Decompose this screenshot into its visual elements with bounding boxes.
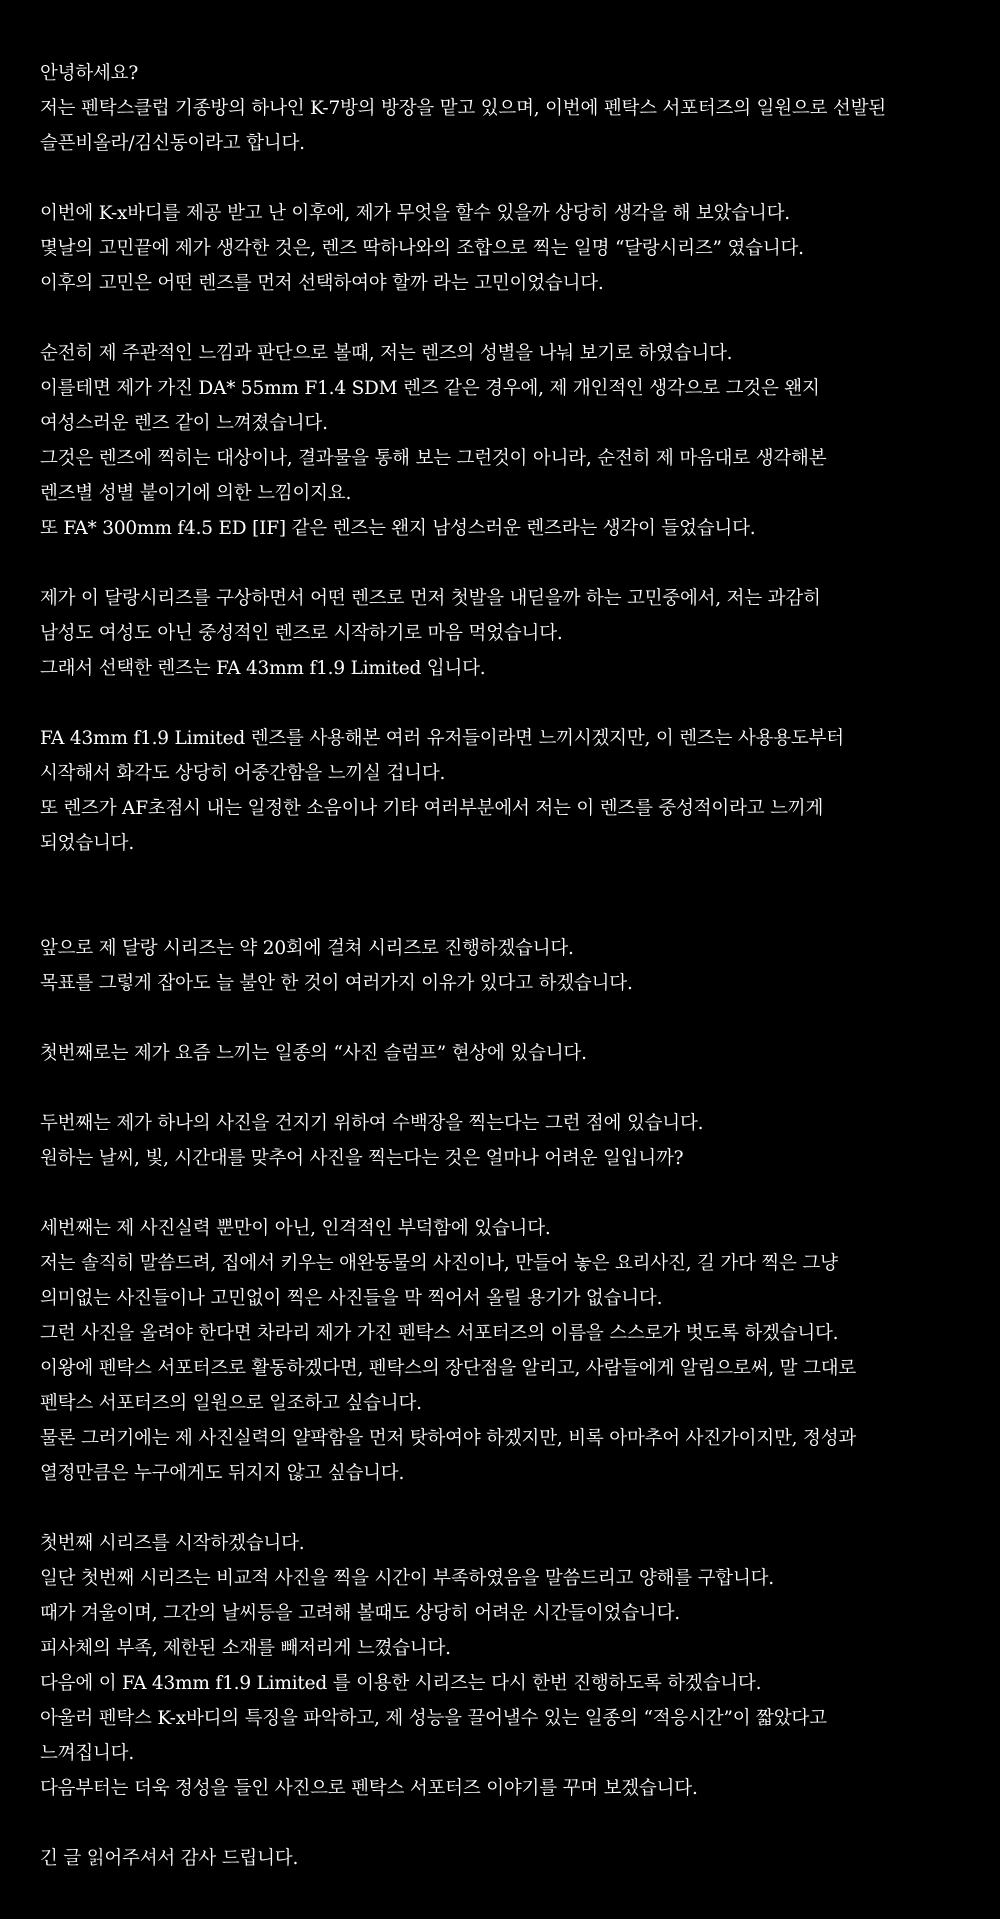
paragraph-spacer xyxy=(40,1806,990,1841)
paragraph-greeting xyxy=(40,56,990,161)
text-line: 슬픈비올라/김신동이라고 합니다. xyxy=(40,133,305,154)
text-line: 또 FA* 300mm f4.5 ED [IF] 같은 렌즈는 왠지 남성스러운 렌즈라는 생각이 들었습니다. xyxy=(40,518,756,539)
text-line: 이번에 K-x바디를 제공 받고 난 이후에, 제가 무엇을 할수 있을까 상당히 생각을 해 보았습니다. xyxy=(40,203,790,224)
text-line: 이후의 고민은 어떤 렌즈를 먼저 선택하여야 할까 라는 고민이었습니다. xyxy=(40,273,604,294)
text-line: 느껴집니다. xyxy=(40,1743,135,1764)
text-line: FA 43mm f1.9 Limited 렌즈를 사용해본 여러 유저들이라면 느끼시겠지만, 이 렌즈는 사용용도부터 xyxy=(40,728,844,749)
text-line: 순전히 제 주관적인 느낌과 판단으로 볼때, 저는 렌즈의 성별을 나눠 보기로 하였습니다. xyxy=(40,343,733,364)
text-line: 원하는 날씨, 빛, 시간대를 맞추어 사진을 찍는다는 것은 얼마나 어려운 일입니까? xyxy=(40,1148,684,1169)
post-body xyxy=(40,56,990,1876)
text-line: 의미없는 사진들이나 고민없이 찍은 사진들을 막 찍어서 올릴 용기가 없습니다. xyxy=(40,1288,663,1309)
paragraph-lens-choice xyxy=(40,581,990,686)
text-line: 저는 솔직히 말씀드려, 집에서 키우는 애완동물의 사진이나, 만들어 놓은 요리사진, 길 가다 찍은 그냥 xyxy=(40,1253,838,1274)
text-line: 그것은 렌즈에 찍히는 대상이나, 결과물을 통해 보는 그런것이 아니라, 순전히 제 마음대로 생각해본 xyxy=(40,448,827,469)
paragraph-spacer xyxy=(40,546,990,581)
text-line: 이왕에 펜탁스 서포터즈로 활동하겠다면, 펜탁스의 장단점을 알리고, 사람들에게 알림으로써, 말 그대로 xyxy=(40,1358,857,1379)
text-line: 펜탁스 서포터즈의 일원으로 일조하고 싶습니다. xyxy=(40,1393,422,1414)
text-line: 열정만큼은 누구에게도 뒤지지 않고 싶습니다. xyxy=(40,1463,405,1484)
text-line: 피사체의 부족, 제한된 소재를 빼저리게 느꼈습니다. xyxy=(40,1638,451,1659)
text-line: 다음부터는 더욱 정성을 들인 사진으로 펜탁스 서포터즈 이야기를 꾸며 보겠습니다. xyxy=(40,1778,698,1799)
paragraph-closing xyxy=(40,1841,990,1876)
text-line: 그런 사진을 올려야 한다면 차라리 제가 가진 펜탁스 서포터즈의 이름을 스스로가 벗도록 하겠습니다. xyxy=(40,1323,839,1344)
text-line: 몇날의 고민끝에 제가 생각한 것은, 렌즈 딱하나와의 조합으로 찍는 일명 “달랑시리즈” 였습니다. xyxy=(40,238,804,259)
paragraph-reason-second xyxy=(40,1106,990,1176)
text-line: 제가 이 달랑시리즈를 구상하면서 어떤 렌즈로 먼저 첫발을 내딛을까 하는 고민중에서, 저는 과감히 xyxy=(40,588,821,609)
paragraph-spacer xyxy=(40,686,990,721)
text-line: 다음에 이 FA 43mm f1.9 Limited 를 이용한 시리즈는 다시 한번 진행하도록 하겠습니다. xyxy=(40,1673,762,1694)
paragraph-spacer xyxy=(40,1176,990,1211)
paragraph-first-series xyxy=(40,1526,990,1806)
text-line: 저는 펜탁스클럽 기종방의 하나인 K-7방의 방장을 맡고 있으며, 이번에 펜탁스 서포터즈의 일원으로 선발된 xyxy=(40,98,886,119)
text-line: 두번째는 제가 하나의 사진을 건지기 위하여 수백장을 찍는다는 그런 점에 있습니다. xyxy=(40,1113,704,1134)
text-line: 되었습니다. xyxy=(40,833,135,854)
paragraph-spacer xyxy=(40,861,990,931)
text-line: 긴 글 읽어주셔서 감사 드립니다. xyxy=(40,1848,299,1869)
text-line: 여성스러운 렌즈 같이 느껴졌습니다. xyxy=(40,413,328,434)
paragraph-spacer xyxy=(40,161,990,196)
text-line: 첫번째로는 제가 요즘 느끼는 일종의 “사진 슬럼프” 현상에 있습니다. xyxy=(40,1043,587,1064)
text-line: 첫번째 시리즈를 시작하겠습니다. xyxy=(40,1533,305,1554)
text-line: 물론 그러기에는 제 사진실력의 얄팍함을 먼저 탓하여야 하겠지만, 비록 아마추어 사진가이지만, 정성과 xyxy=(40,1428,857,1449)
paragraph-reason-first xyxy=(40,1036,990,1071)
text-line: 목표를 그렇게 잡아도 늘 불안 한 것이 여러가지 이유가 있다고 하겠습니다. xyxy=(40,973,633,994)
paragraph-series-plan xyxy=(40,931,990,1001)
paragraph-spacer xyxy=(40,1491,990,1526)
paragraph-reason-third xyxy=(40,1211,990,1491)
paragraph-lens-description xyxy=(40,721,990,861)
paragraph-spacer xyxy=(40,1071,990,1106)
text-line: 안녕하세요? xyxy=(40,63,139,84)
paragraph-spacer xyxy=(40,1001,990,1036)
text-line: 렌즈별 성별 붙이기에 의한 느낌이지요. xyxy=(40,483,352,504)
text-line: 때가 겨울이며, 그간의 날씨등을 고려해 볼때도 상당히 어려운 시간들이었습니다. xyxy=(40,1603,680,1624)
text-line: 앞으로 제 달랑 시리즈는 약 20회에 걸쳐 시리즈로 진행하겠습니다. xyxy=(40,938,574,959)
text-line: 아울러 펜탁스 K-x바디의 특징을 파악하고, 제 성능을 끌어낼수 있는 일종의 “적응시간”이 짧았다고 xyxy=(40,1708,827,1729)
text-line: 그래서 선택한 렌즈는 FA 43mm f1.9 Limited 입니다. xyxy=(40,658,486,679)
paragraph-lens-gender xyxy=(40,336,990,546)
text-line: 남성도 여성도 아닌 중성적인 렌즈로 시작하기로 마음 먹었습니다. xyxy=(40,623,563,644)
paragraph-spacer xyxy=(40,301,990,336)
text-line: 이를테면 제가 가진 DA* 55mm F1.4 SDM 렌즈 같은 경우에, 제 개인적인 생각으로 그것은 왠지 xyxy=(40,378,820,399)
text-line: 또 렌즈가 AF초점시 내는 일정한 소음이나 기타 여러부분에서 저는 이 렌즈를 중성적이라고 느끼게 xyxy=(40,798,824,819)
text-line: 세번째는 제 사진실력 뿐만이 아닌, 인격적인 부덕함에 있습니다. xyxy=(40,1218,551,1239)
text-line: 시작해서 화각도 상당히 어중간함을 느끼실 겁니다. xyxy=(40,763,446,784)
paragraph-idea xyxy=(40,196,990,301)
text-line: 일단 첫번째 시리즈는 비교적 사진을 찍을 시간이 부족하였음을 말씀드리고 양해를 구합니다. xyxy=(40,1568,774,1589)
